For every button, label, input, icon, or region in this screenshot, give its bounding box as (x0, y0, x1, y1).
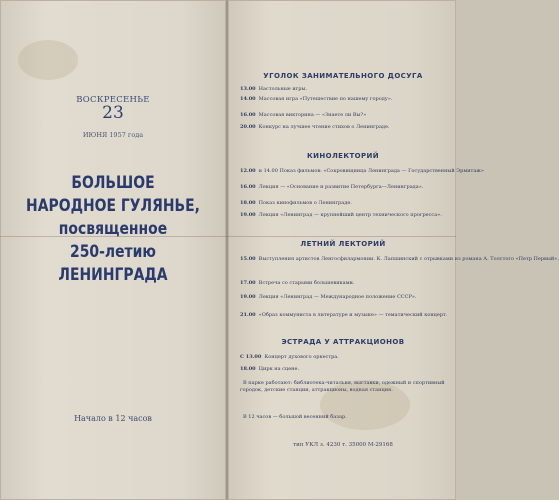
event-item: 18.00 Показ кинофильмов о Ленинграде. (240, 200, 352, 206)
event-item: В парке работают: библиотека-читальня, выставки, одежный и спортивный городок, детские станции, аттракционы, водная станция. (240, 380, 445, 393)
section-heading-stage: ЭСТРАДА У АТТРАКЦИОНОВ (281, 338, 405, 346)
event-item: 16.00 Массовая викторина — «Знаете ли Вы?» (240, 112, 367, 118)
event-item: 16.00 Лекция — «Основание и развитие Петербурга—Ленинграда». (240, 184, 424, 190)
paper-stain (18, 40, 78, 80)
main-title (20, 172, 205, 287)
fold-line (226, 0, 228, 500)
event-item: 20.00 Конкурс на лучшее чтение стихов о Ленинграде. (240, 124, 390, 130)
event-item: 19.00 Лекция «Ленинград — Международное положение СССР». (240, 294, 417, 300)
title-line-1: БОЛЬШОЕ (71, 173, 155, 193)
event-item: 19.00 Лекция «Ленинград — крупнейший центр технического прогресса». (240, 212, 442, 218)
title-line-4: 250-летию ЛЕНИНГРАДА (58, 242, 168, 285)
section-heading-summer-lectures: ЛЕТНИЙ ЛЕКТОРИЙ (300, 240, 386, 248)
event-item: 13.00 Настольные игры. (240, 86, 308, 92)
title-line-2: НАРОДНОЕ ГУЛЯНЬЕ, (26, 196, 200, 216)
event-item: 15.00 Выступления артистов Ленгосфилармонии. К. Лапшинский с отрывками из романа А. Толстого «Петр Первый». (240, 256, 559, 262)
event-item: 17.00 Встреча со старыми большевиками. (240, 280, 355, 286)
event-date: 23 (102, 103, 124, 123)
section-heading-leisure: УГОЛОК ЗАНИМАТЕЛЬНОГО ДОСУГА (263, 72, 423, 80)
event-item: 12.00 и 14.00 Показ фильмов: «Сокровищница Ленинграда — Государственный Эрмитаж» (240, 168, 484, 174)
section-heading-film-lectures: КИНОЛЕКТОРИЙ (306, 152, 380, 160)
title-line-3: посвященное (58, 219, 168, 239)
event-month-year: ИЮНЯ 1957 года (82, 131, 144, 139)
print-info: тип УКЛ з. 4230 т. 35000 М-29168 (293, 442, 393, 448)
event-item: 21.00 «Образ коммуниста в литературе и музыке» — тематический концерт. (240, 312, 448, 318)
day-of-week: ВОСКРЕСЕНЬЕ (76, 95, 150, 105)
start-time: Начало в 12 часов (74, 414, 152, 423)
event-item: С 13.00 Концерт духового оркестра. (240, 354, 339, 360)
event-item: 14.00 Массовая игра «Путешествие по нашему городу». (240, 96, 393, 102)
event-item: В 12 часов — большой весенний базар. (243, 414, 347, 420)
event-item: 18.00 Цирк на сцене. (240, 366, 300, 372)
